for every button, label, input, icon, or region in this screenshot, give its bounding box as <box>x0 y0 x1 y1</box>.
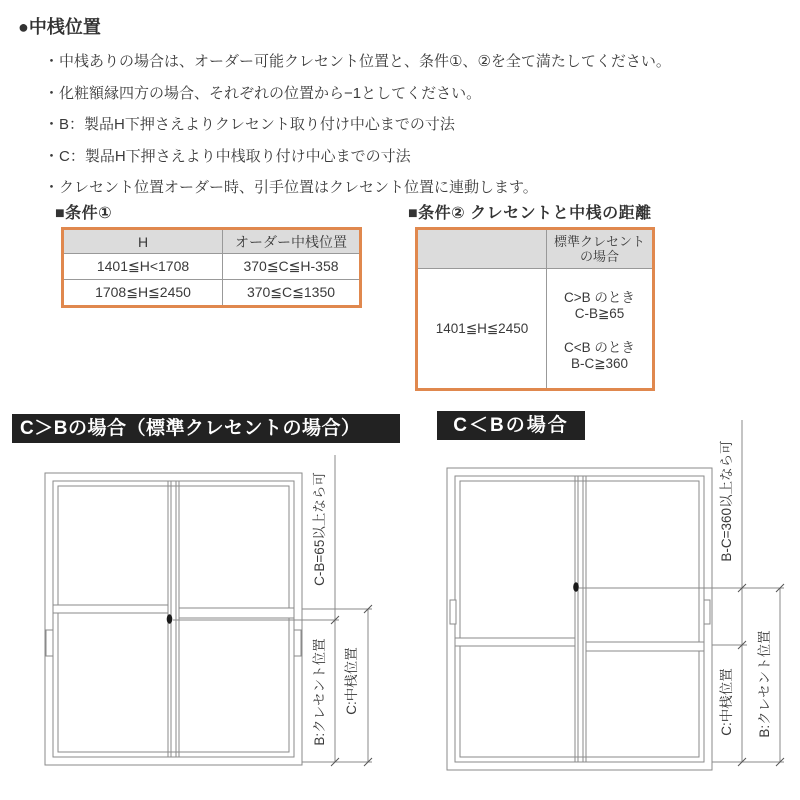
dim-label-c: C:中桟位置 <box>344 647 359 715</box>
bullet-item: ・化粧額縁四方の場合、それぞれの位置から−1としてください。 <box>44 84 482 102</box>
pull-handle-right <box>294 630 301 656</box>
col-header-order-rail-pos: オーダー中桟位置 <box>223 229 361 254</box>
case2-value: B-C≧360 <box>570 355 629 371</box>
diagram-c-less-b <box>400 400 800 800</box>
dim-label-b: B:クレセント位置 <box>312 638 327 746</box>
condition2-table <box>415 227 655 391</box>
condition1-heading: ■条件① <box>55 205 113 222</box>
condition2-heading: ■条件② クレセントと中桟の距離 <box>408 205 652 222</box>
cell-h-range: 1401≦H≦2450 <box>417 269 547 390</box>
bullet-list <box>44 46 784 204</box>
col-header-h: H <box>63 229 223 254</box>
col-header-standard-crescent <box>547 229 654 269</box>
case2-condition: C<B のとき <box>564 339 635 355</box>
sash-glass-frame <box>460 481 699 757</box>
cell-h-range: 1708≦H≦2450 <box>63 280 223 307</box>
diagram-c-greater-b <box>0 430 400 800</box>
pull-handle-left <box>46 630 53 656</box>
table-row <box>63 254 361 280</box>
header-line1: 標準クレセント <box>553 234 645 249</box>
middle-rail-left-sash <box>455 638 575 646</box>
cell-conditions <box>547 269 654 390</box>
dim-label-c: C:中桟位置 <box>719 668 734 736</box>
table-row <box>417 269 654 390</box>
table-header-row <box>63 229 361 254</box>
bullet-item: ・C：製品H下押さえより中桟取り付け中心までの寸法 <box>44 147 411 165</box>
sash-glass-frame <box>58 486 289 752</box>
col-header-empty <box>417 229 547 269</box>
dim-label-b: B:クレセント位置 <box>757 630 772 738</box>
pull-handle-left <box>450 600 456 624</box>
middle-rail-right-sash <box>179 608 294 618</box>
section-title-c-greater-b: C＞Bの場合（標準クレセントの場合） <box>12 414 400 443</box>
case1-value: C-B≧65 <box>574 305 625 321</box>
bullet-item: ・B：製品H下押さえよりクレセント取り付け中心までの寸法 <box>44 116 455 133</box>
cell-c-range: 370≦C≦1350 <box>223 280 361 307</box>
dim-label-bc: B-C=360以上なら可 <box>719 440 734 562</box>
section-title-c-less-b: C＜Bの場合 <box>437 411 585 440</box>
crescent-lock-icon <box>167 614 173 624</box>
cell-c-range: 370≦C≦H-358 <box>223 254 361 280</box>
table-header-row <box>417 229 654 269</box>
cell-h-range: 1401≦H<1708 <box>63 254 223 280</box>
middle-rail-left-sash <box>53 605 168 613</box>
page-title: ●中桟位置 <box>18 17 101 37</box>
bullet-item: ・クレセント位置オーダー時、引手位置はクレセント位置に連動します。 <box>44 179 538 196</box>
bullet-item: ・中桟ありの場合は、オーダー可能クレセント位置と、条件①、②を全て満たしてください。 <box>44 53 671 70</box>
middle-rail-right-sash <box>586 642 704 651</box>
case1-condition: C>B のとき <box>564 289 635 305</box>
crescent-lock-icon <box>573 582 579 592</box>
condition1-table <box>61 227 362 308</box>
dim-label-cb: C-B=65以上なら可 <box>312 472 327 586</box>
table-row <box>63 280 361 307</box>
header-line2: の場合 <box>579 249 619 264</box>
pull-handle-right <box>704 600 710 624</box>
